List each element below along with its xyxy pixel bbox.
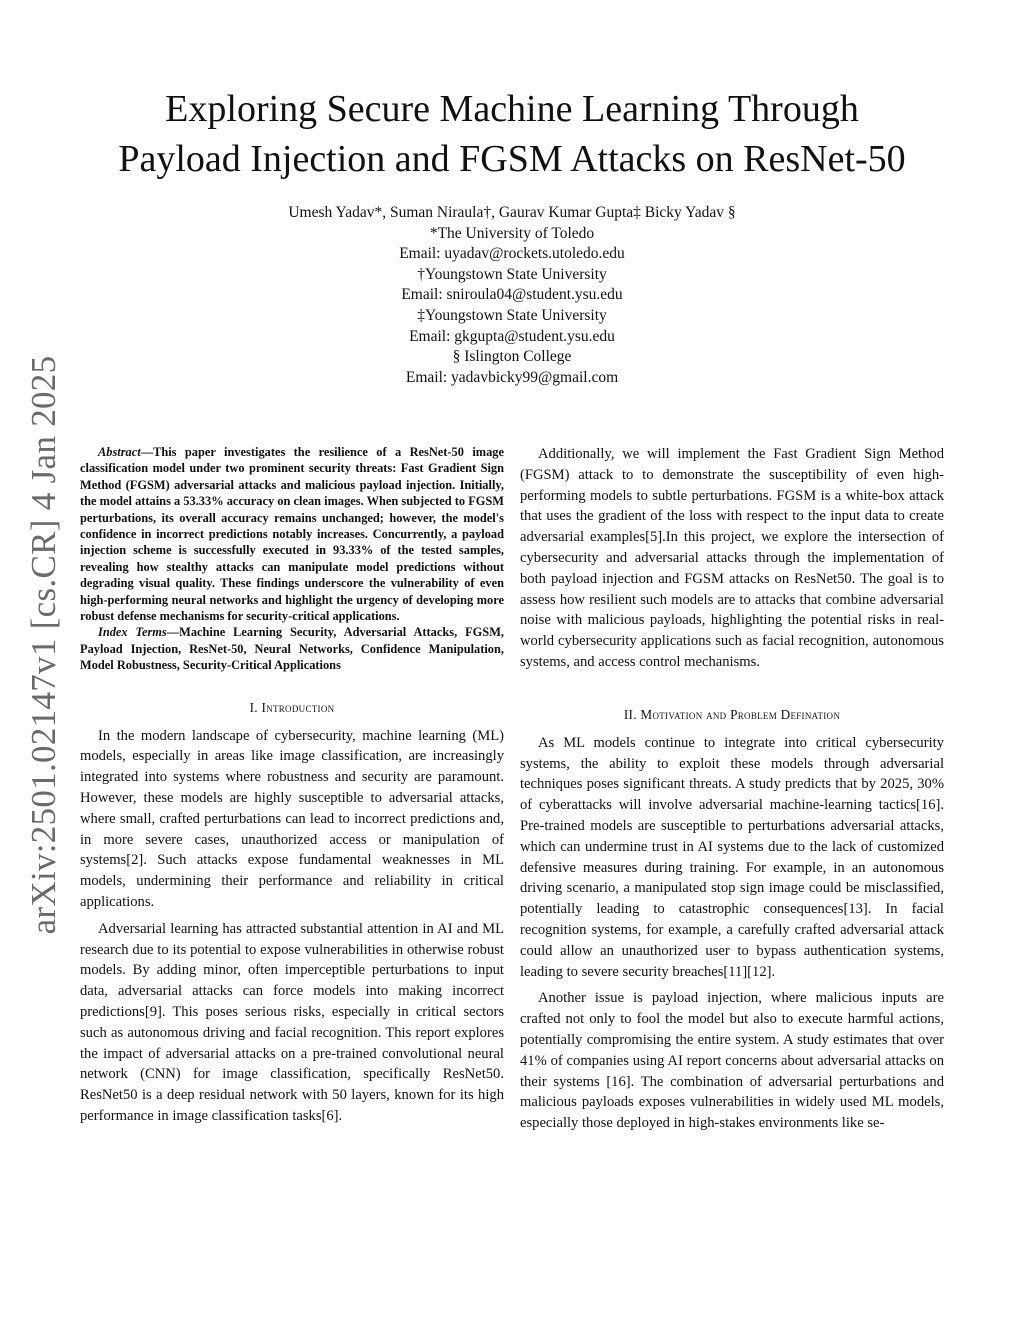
abstract bbox=[80, 444, 504, 624]
email-line: Email: gkgupta@student.ysu.edu bbox=[409, 327, 615, 345]
author-block bbox=[120, 203, 904, 388]
abstract-text: —This paper investigates the resilience of a ResNet-50 image classification model under two prominent security threats: Fast Gradient Sign Method (FGSM) adversarial attacks and malicious payload injection. Initially, the model attains a 53.33% accuracy on clean images. When subjected to FGSM perturbations, its overall accuracy remains unchanged; however, the model's confidence in incorrect predictions notably increases. Concurrently, a payload injection scheme is successfully executed in 93.33% of the tested samples, revealing how stealthy attacks can manipulate model predictions without degrading visual quality. These findings underscore the vulnerability of even high-performing neural networks and highlight the urgency of developing more robust defense mechanisms for security-critical applications. bbox=[80, 445, 504, 624]
body-paragraph: Additionally, we will implement the Fast Gradient Sign Method (FGSM) attack to to demonstrate the susceptibility of even high-performing models to subtle perturbations. FGSM is a white-box attack that uses the gradient of the loss with respect to the input data to create adversarial examples[5].In this project, we explore the intersection of cybersecurity and adversarial attacks through the implementation of both payload injection and FGSM attacks on ResNet50. The goal is to assess how resilient such models are to attacks that combine adversarial noise with malicious payloads, highlighting the potential risks in real-world cybersecurity applications such as facial recognition, autonomous systems, and access control mechanisms. bbox=[520, 446, 944, 670]
email-line: Email: uyadav@rockets.utoledo.edu bbox=[399, 245, 625, 263]
affiliation-line: *The University of Toledo bbox=[429, 224, 595, 242]
affiliation-line: ‡Youngstown State University bbox=[417, 306, 607, 324]
index-terms-label: Index Terms bbox=[98, 625, 167, 640]
author-names: Umesh Yadav*, Suman Niraula†, Gaurav Kumar Gupta‡ Bicky Yadav § bbox=[288, 204, 736, 221]
affiliation-line: § Islington College bbox=[452, 348, 572, 366]
left-column bbox=[80, 444, 504, 1133]
body-paragraph: Another issue is payload injection, where malicious inputs are crafted not only to fool the model but also to execute harmful actions, potentially compromising the entire system. A study estimates that over 41% of companies using AI report concerns about adversarial attacks on their systems [16]. The combination of adversarial perturbations and malicious payloads exposes vulnerabilities in widely used ML models, especially those deployed in high-stakes environments like se- bbox=[520, 990, 944, 1132]
email-line: Email: yadavbicky99@gmail.com bbox=[405, 368, 619, 386]
arxiv-identifier-stamp: arXiv:2501.02147v1 [cs.CR] 4 Jan 2025 bbox=[24, 355, 63, 935]
paper-title-line-1: Exploring Secure Machine Learning Through bbox=[165, 88, 859, 130]
email-line: Email: sniroula04@student.ysu.edu bbox=[401, 286, 623, 304]
abstract-label: Abstract bbox=[98, 445, 141, 459]
paper-title bbox=[70, 84, 954, 184]
paper-title-line-2: Payload Injection and FGSM Attacks on ResNet-50 bbox=[118, 138, 906, 180]
section-heading-motivation: II. Motivation and Problem Defination bbox=[623, 706, 841, 722]
body-paragraph: As ML models continue to integrate into critical cybersecurity systems, the ability to exploit these models through adversarial techniques poses significant threats. A study predicts that by 2025, 30% of cyberattacks will involve adversarial machine-learning tactics[16]. Pre-trained models are susceptible to perturbations adversarial attacks, which can undermine trust in AI systems due to the lack of customized defensive measures during training. For example, in an autonomous driving scenario, a manipulated stop sign image could be misclassified, potentially leading to catastrophic consequences[13]. In facial recognition systems, for example, a carefully crafted adversarial attack could allow an unauthorized user to bypass authentication systems, leading to severe security breaches[11][12]. bbox=[520, 734, 944, 980]
section-heading-introduction: I. Introduction bbox=[249, 699, 335, 715]
body-paragraph: Adversarial learning has attracted substantial attention in AI and ML research due to its potential to expose vulnerabilities in otherwise robust models. By adding minor, often imperceptible perturbations to input data, adversarial attacks can force models into making incorrect predictions[9]. This poses serious risks, especially in critical sectors such as autonomous driving and facial recognition. This report explores the impact of adversarial attacks on a pre-trained convolutional neural network (CNN) for image classification, specifically ResNet50. ResNet50 is a deep residual network with 50 layers, known for its high performance in image classification tasks[6]. bbox=[80, 920, 504, 1125]
body-paragraph: In the modern landscape of cybersecurity, machine learning (ML) models, especially in areas like image classification, are increasingly integrated into systems where robustness and security are paramount. However, these models are highly susceptible to adversarial attacks, where small, crafted perturbations can lead to incorrect predictions and, in more severe cases, unauthorized access or manipulation of systems[2]. Such attacks expose fundamental weaknesses in ML models, undermining their performance and reliability in critical applications. bbox=[80, 727, 504, 911]
index-terms bbox=[80, 624, 504, 673]
affiliation-line: †Youngstown State University bbox=[417, 265, 607, 283]
index-terms-text: —Machine Learning Security, Adversarial Attacks, FGSM, Payload Injection, ResNet-50, Neural Networks, Confidence Manipulation, Model Robustness, Security-Critical Applications bbox=[80, 625, 504, 673]
right-column bbox=[520, 444, 944, 1140]
